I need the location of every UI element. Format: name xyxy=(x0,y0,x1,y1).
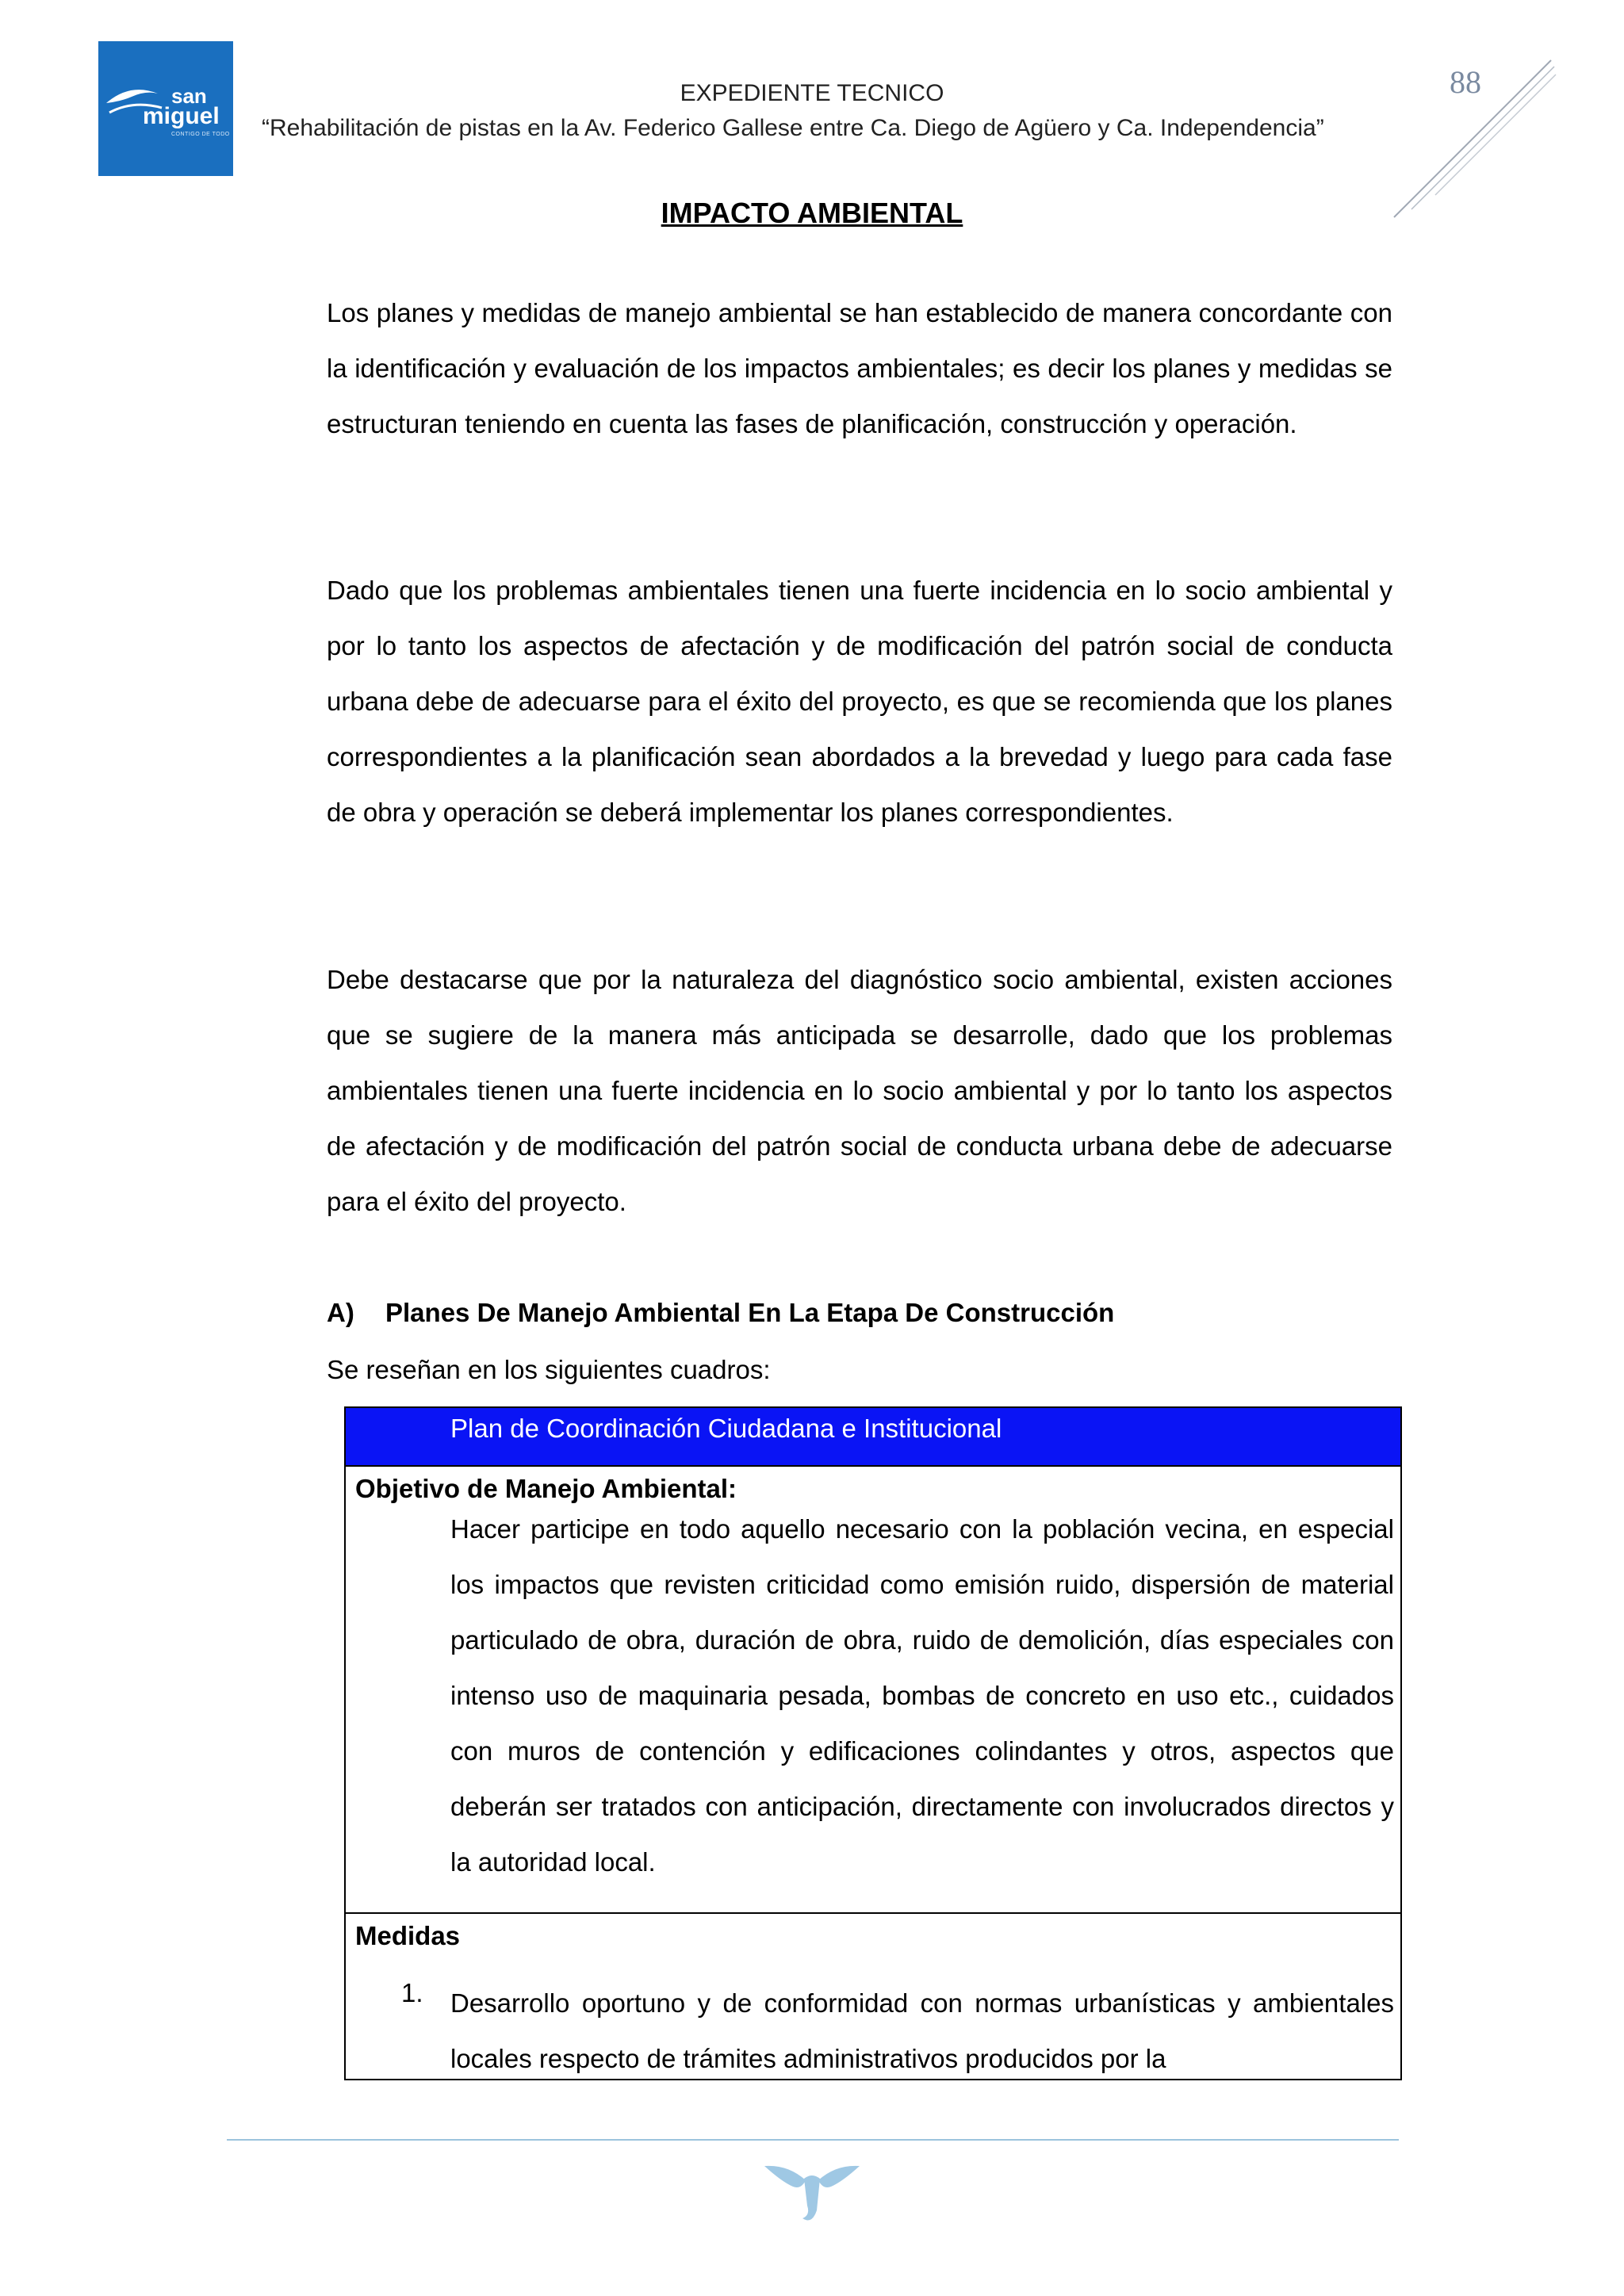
document-header-subtitle: “Rehabilitación de pistas en la Av. Federico Gallese entre Ca. Diego de Agüero y Ca. Independencia” xyxy=(262,115,1324,141)
logo-tagline: CONTIGO DE TODO xyxy=(171,132,230,137)
section-a-note: Se reseñan en los siguientes cuadros: xyxy=(327,1355,771,1384)
section-a-title xyxy=(327,1295,1114,1330)
paragraph-2: Dado que los problemas ambientales tienen una fuerte incidencia en lo socio ambiental y por lo tanto los aspectos de afectación y de modificación del patrón social de conducta urbana debe de adecuarse para el éxito del proyecto, es que se recomienda que los planes correspondientes a la planificación sean abordados a la brevedad y luego para cada fase de obra y operación se deberá implementar los planes correspondientes. xyxy=(327,576,1392,827)
objective-text: Hacer participe en todo aquello necesario con la población vecina, en especial los impactos que revisten criticidad como emisión ruido, dispersión de material particulado de obra, duración de obra, ruido de demolición, días especiales con intenso uso de maquinaria pesada, bombas de concreto en uso etc., cuidados con muros de contención y edificaciones colindantes y otros, aspectos que deberán ser tratados con anticipación, directamente con involucrados directos y la autoridad local. xyxy=(450,1514,1394,1877)
section-a-letter: A) xyxy=(327,1298,354,1327)
objective-section xyxy=(346,1467,1400,1914)
paragraph-3: Debe destacarse que por la naturaleza del diagnóstico socio ambiental, existen acciones que se sugiere de la manera más anticipada se desarrolle, dado que los problemas ambientales tienen una fuerte incidencia en lo socio ambiental y por lo tanto los aspectos de afectación y de modificación del patrón social de conducta urbana debe de adecuarse para el éxito del proyecto. xyxy=(327,965,1392,1216)
page-number: 88 xyxy=(1450,64,1481,100)
section-a-title-text: Planes De Manejo Ambiental En La Etapa De Construcción xyxy=(385,1298,1115,1327)
footer-divider xyxy=(227,2139,1399,2141)
logo-text-line2: miguel xyxy=(143,103,220,129)
section-heading: IMPACTO AMBIENTAL xyxy=(661,197,963,229)
plan-table xyxy=(344,1406,1402,2080)
measures-label: Medidas xyxy=(355,1921,461,1950)
plan-table-header: Plan de Coordinación Ciudadana e Institucional xyxy=(346,1408,1400,1467)
measures-section xyxy=(346,1914,1400,2079)
document-header-title: EXPEDIENTE TECNICO xyxy=(680,80,944,106)
measure-text: Desarrollo oportuno y de conformidad con normas urbanísticas y ambientales locales respecto de trámites administrativos producidos por la xyxy=(450,1988,1394,2073)
measure-number: 1. xyxy=(401,1978,423,2007)
paragraph-1: Los planes y medidas de manejo ambiental se han establecido de manera concordante con la identificación y evaluación de los impactos ambientales; es decir los planes y medidas se estructuran teniendo en cuenta las fases de planificación, construcción y operación. xyxy=(327,298,1392,438)
objective-label: Objetivo de Manejo Ambiental: xyxy=(355,1474,737,1503)
bird-emblem-icon xyxy=(761,2158,863,2229)
san-miguel-logo xyxy=(98,41,233,176)
logo-text-line1: san xyxy=(171,84,207,108)
